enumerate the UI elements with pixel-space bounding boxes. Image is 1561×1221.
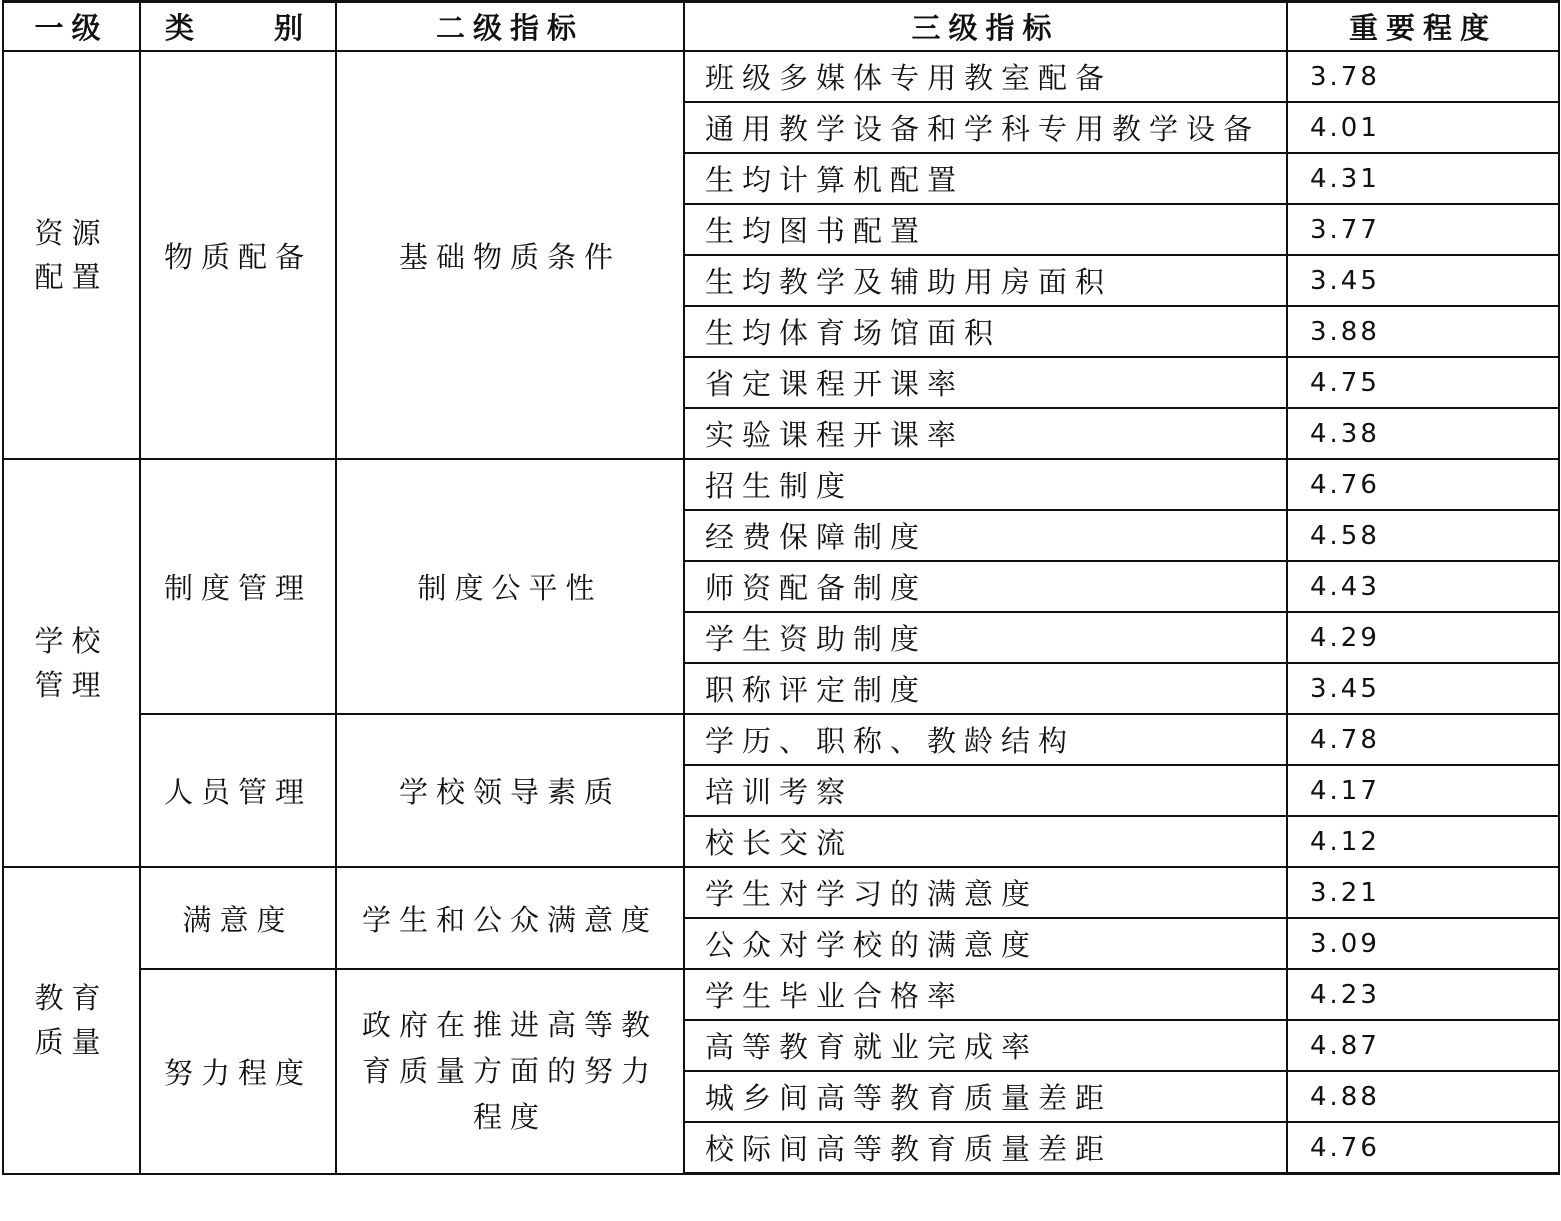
level2-cell: 基础物质条件 (336, 51, 684, 459)
level3-cell: 生均计算机配置 (684, 153, 1287, 204)
importance-cell: 3.88 (1287, 306, 1559, 357)
level3-cell: 经费保障制度 (684, 510, 1287, 561)
level3-cell: 培训考察 (684, 765, 1287, 816)
level3-cell: 校际间高等教育质量差距 (684, 1122, 1287, 1174)
level1-cell: 学校管理 (3, 459, 140, 867)
category-cell: 努力程度 (140, 969, 336, 1174)
table-row (3, 51, 1559, 102)
level3-cell: 班级多媒体专用教室配备 (684, 51, 1287, 102)
importance-cell: 4.58 (1287, 510, 1559, 561)
header-importance: 重要程度 (1287, 2, 1559, 52)
level3-cell: 生均体育场馆面积 (684, 306, 1287, 357)
level3-cell: 招生制度 (684, 459, 1287, 510)
level3-cell: 校长交流 (684, 816, 1287, 867)
table-row (3, 459, 1559, 510)
header-level3: 三级指标 (684, 2, 1287, 52)
indicator-table-container (2, 0, 1558, 1219)
header-category (140, 2, 336, 52)
level1-cell: 教育质量 (3, 867, 140, 1174)
level3-cell: 城乡间高等教育质量差距 (684, 1071, 1287, 1122)
level3-cell: 学生对学习的满意度 (684, 867, 1287, 918)
level3-cell: 通用教学设备和学科专用教学设备 (684, 102, 1287, 153)
level3-cell: 学生资助制度 (684, 612, 1287, 663)
importance-cell: 4.31 (1287, 153, 1559, 204)
level2-cell: 学生和公众满意度 (336, 867, 684, 969)
category-cell: 制度管理 (140, 459, 336, 714)
category-cell: 人员管理 (140, 714, 336, 867)
level3-cell: 师资配备制度 (684, 561, 1287, 612)
level3-cell: 省定课程开课率 (684, 357, 1287, 408)
importance-cell: 4.12 (1287, 816, 1559, 867)
importance-cell: 3.77 (1287, 204, 1559, 255)
importance-cell: 3.78 (1287, 51, 1559, 102)
level3-cell: 公众对学校的满意度 (684, 918, 1287, 969)
category-cell: 物质配备 (140, 51, 336, 459)
importance-cell: 4.23 (1287, 969, 1559, 1020)
importance-cell: 4.75 (1287, 357, 1559, 408)
level3-cell: 学生毕业合格率 (684, 969, 1287, 1020)
importance-cell: 4.38 (1287, 408, 1559, 459)
importance-cell: 3.45 (1287, 255, 1559, 306)
indicator-table (2, 0, 1560, 1175)
table-row (3, 714, 1559, 765)
level3-cell: 高等教育就业完成率 (684, 1020, 1287, 1071)
level2-cell: 制度公平性 (336, 459, 684, 714)
level2-cell: 学校领导素质 (336, 714, 684, 867)
level1-cell: 资源配置 (3, 51, 140, 459)
table-header-row (3, 2, 1559, 52)
importance-cell: 4.87 (1287, 1020, 1559, 1071)
importance-cell: 4.76 (1287, 1122, 1559, 1174)
importance-cell: 4.43 (1287, 561, 1559, 612)
header-category-char-2: 别 (273, 11, 311, 45)
importance-cell: 4.17 (1287, 765, 1559, 816)
category-cell: 满意度 (140, 867, 336, 969)
importance-cell: 4.78 (1287, 714, 1559, 765)
importance-cell: 4.88 (1287, 1071, 1559, 1122)
importance-cell: 4.01 (1287, 102, 1559, 153)
level2-cell: 政府在推进高等教育质量方面的努力程度 (336, 969, 684, 1174)
importance-cell: 3.45 (1287, 663, 1559, 714)
level3-cell: 生均图书配置 (684, 204, 1287, 255)
importance-cell: 4.29 (1287, 612, 1559, 663)
importance-cell: 3.09 (1287, 918, 1559, 969)
header-level1: 一级 (3, 2, 140, 52)
importance-cell: 4.76 (1287, 459, 1559, 510)
level3-cell: 学历、职称、教龄结构 (684, 714, 1287, 765)
importance-cell: 3.21 (1287, 867, 1559, 918)
header-level2: 二级指标 (336, 2, 684, 52)
header-category-char-1: 类 (165, 11, 203, 45)
table-row (3, 867, 1559, 918)
table-row (3, 969, 1559, 1020)
level3-cell: 生均教学及辅助用房面积 (684, 255, 1287, 306)
level3-cell: 实验课程开课率 (684, 408, 1287, 459)
level3-cell: 职称评定制度 (684, 663, 1287, 714)
